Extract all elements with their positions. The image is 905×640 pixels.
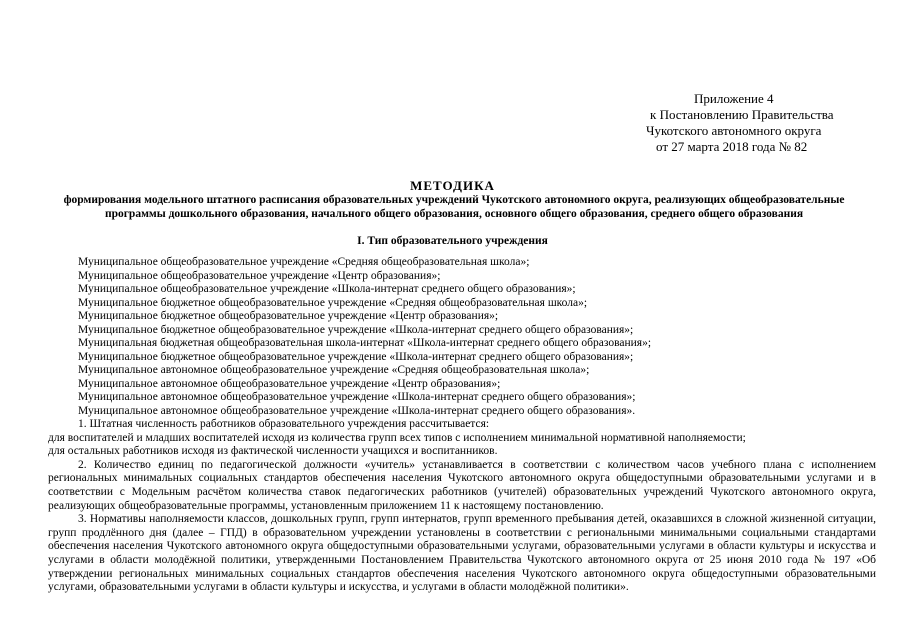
appendix-block: [638, 91, 878, 155]
list-item: Муниципальное бюджетное общеобразовательное учреждение «Школа-интернат среднего общего образования»;: [78, 350, 634, 363]
list-item: Муниципальное автономное общеобразовательное учреждение «Центр образования»;: [78, 377, 501, 390]
list-item: Муниципальное общеобразовательное учреждение «Центр образования»;: [78, 269, 441, 282]
list-item: Муниципальное общеобразовательное учреждение «Школа-интернат среднего общего образования»;: [78, 283, 576, 295]
list-item: Муниципальное автономное общеобразовательное учреждение «Средняя общеобразовательная школа»;: [78, 364, 590, 376]
list-item: Муниципальное бюджетное общеобразовательное учреждение «Центр образования»;: [78, 310, 499, 322]
paragraph-1: 1. Штатная численность работников образовательного учреждения рассчитывается:: [78, 418, 490, 430]
paragraph-2: 2. Количество единиц по педагогической должности «учитель» устанавливается в соответствии с количеством часов учебного плана с исполнением региональных минимальных социальных стандартов обеспечения населения Чукотского автономного округа общедоступными образовательными услугами и в соответствии с Модельным расчётом количества ставок педагогических работников (учителей) образовательных учреждений Чукотского автономного округа, реализующих общеобразовательные программы, установленным приложением 11 к настоящему постановлению.: [48, 458, 876, 512]
paragraph-1-item-b: для остальных работников исходя из фактической численности учащихся и воспитанников.: [48, 445, 498, 458]
appendix-resolution: к Постановлению Правительства: [650, 107, 834, 122]
paragraph-1-item-a: для воспитателей и младших воспитателей исходя из количества групп всех типов с исполнением минимальной нормативной наполняемости;: [48, 431, 746, 444]
document-title: МЕТОДИКА: [410, 178, 495, 193]
section-heading: I. Тип образовательного учреждения: [357, 235, 548, 247]
appendix-date: от 27 марта 2018 года № 82: [656, 139, 808, 154]
appendix-region: Чукотского автономного округа: [646, 123, 822, 138]
body-text: [48, 418, 876, 595]
list-item: Муниципальная бюджетная общеобразовательная школа-интернат «Школа-интернат среднего общего образования»;: [78, 337, 652, 349]
appendix-number: Приложение 4: [694, 91, 774, 106]
list-item: Муниципальное бюджетное общеобразовательное учреждение «Средняя общеобразовательная школа»;: [78, 296, 588, 309]
document-subtitle: формирования модельного штатного расписания образовательных учреждений Чукотского автономного округа, реализующих общеобразовательные программы дошкольного образования, начального общего образования, основного общего образования, среднего общего образования: [63, 194, 845, 220]
list-item: Муниципальное автономное общеобразовательное учреждение «Школа-интернат среднего общего образования».: [78, 404, 636, 417]
list-item: Муниципальное общеобразовательное учреждение «Средняя общеобразовательная школа»;: [78, 256, 530, 268]
list-item: Муниципальное автономное общеобразовательное учреждение «Школа-интернат среднего общего образования»;: [78, 391, 636, 403]
list-item: Муниципальное бюджетное общеобразовательное учреждение «Школа-интернат среднего общего образования»;: [78, 323, 634, 336]
paragraph-3: 3. Нормативы наполняемости классов, дошкольных групп, групп интернатов, групп временного пребывания детей, оказавшихся в сложной жизненной ситуации, групп продлённого дня (далее – ГПД) в образовательном учреждении установлены в соответствии с региональными минимальными социальными стандартами обеспечения населения Чукотского автономного округа общедоступными образовательными услугами, образовательными услугами в области культуры и искусства и услугами в области молодёжной политики, утвержденными Постановлением Правительства Чукотского автономного округа от 25 июня 2010 года № 197 «Об утверждении региональных минимальных социальных стандартов обеспечения населения Чукотского автономного округа общедоступными образовательными услугами, образовательными услугами в области культуры и искусства, и услугами в области молодёжной политики».: [48, 513, 876, 594]
institution-list: [78, 256, 878, 418]
